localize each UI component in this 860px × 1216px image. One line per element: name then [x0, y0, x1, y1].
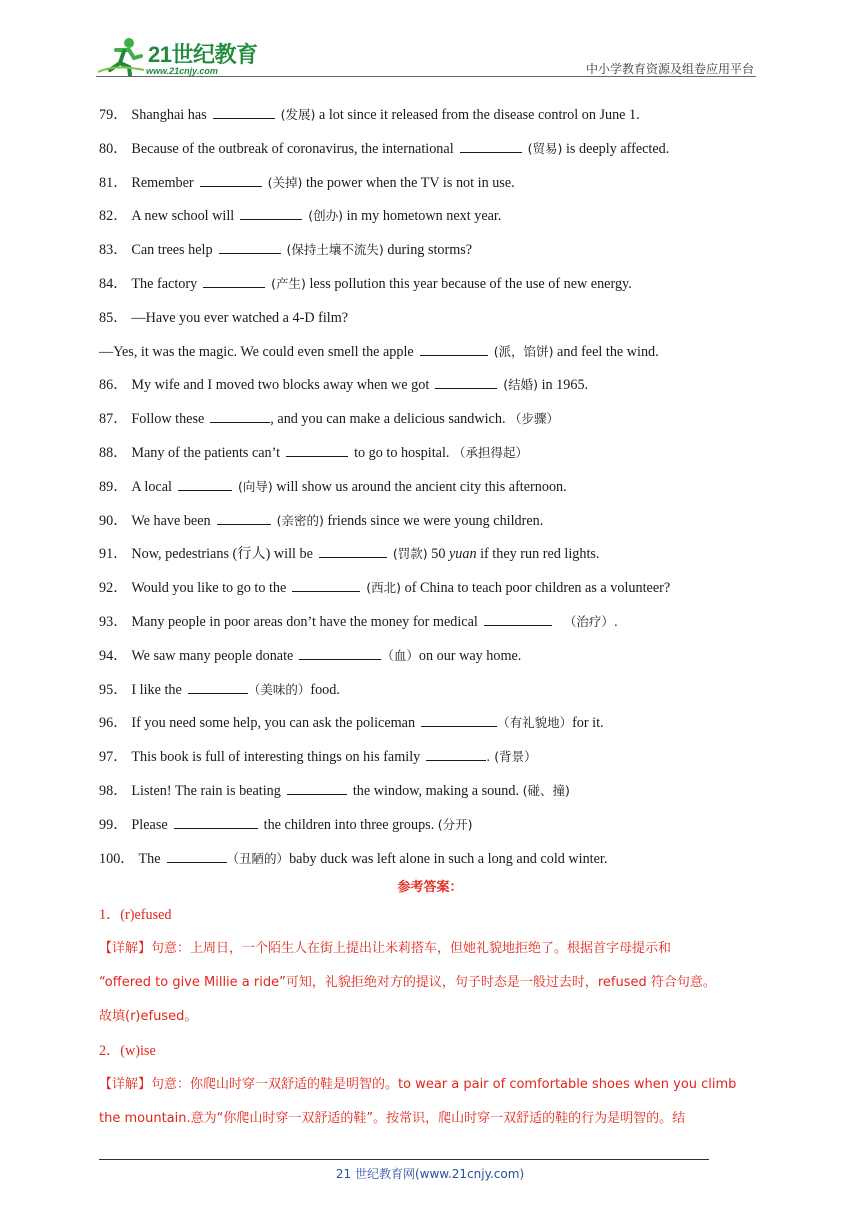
- runner-logo-icon: [96, 36, 146, 76]
- footer-divider: [99, 1159, 709, 1160]
- footer-link[interactable]: 21 世纪教育网(www.21cnjy.com): [335, 1167, 525, 1181]
- platform-title: 中小学教育资源及组卷应用平台: [585, 62, 754, 76]
- question-item: 97． This book is full of interesting things on his family . (背景）: [99, 746, 739, 780]
- answer-label: 1．(r)efused: [99, 907, 172, 923]
- question-item: 94． We saw many people donate （血）on our way home.: [99, 645, 739, 679]
- answer-blank[interactable]: [286, 442, 348, 457]
- answer-blank[interactable]: [210, 408, 270, 423]
- question-list: [99, 104, 739, 881]
- question-item: 91． Now, pedestrians (行人) will be (罚款) 50 yuan if they run red lights.: [99, 543, 739, 577]
- answer-blank[interactable]: [217, 510, 271, 525]
- page-header: [96, 30, 756, 78]
- answer-item: [99, 1040, 764, 1136]
- answer-blank[interactable]: [203, 273, 265, 288]
- logo-text: 21世纪教育: [148, 42, 258, 67]
- site-logo[interactable]: [96, 36, 266, 76]
- answer-detail: 【详解】句意：上周日，一个陌生人在街上提出让米莉搭车，但她礼貌地拒绝了。根据首字母提示和 “offered to give Millie a ride”可知，礼貌拒绝对方的提议，句子时态是一般过去时，refused 符合句意。 故填(r)efused。: [99, 941, 716, 1024]
- question-item: 80． Because of the outbreak of coronavirus, the international (贸易) is deeply affected.: [99, 138, 739, 172]
- answer-blank[interactable]: [299, 645, 381, 660]
- answer-blank[interactable]: [219, 239, 281, 254]
- answer-item: [99, 904, 764, 1033]
- answer-blank[interactable]: [426, 746, 486, 761]
- answer-blank[interactable]: [200, 172, 262, 187]
- answer-blank[interactable]: [460, 138, 522, 153]
- answer-blank[interactable]: [213, 104, 275, 119]
- answer-blank[interactable]: [421, 712, 497, 727]
- question-item: 81． Remember (关掉) the power when the TV is not in use.: [99, 172, 739, 206]
- question-item: 89． A local (向导) will show us around the ancient city this afternoon.: [99, 476, 739, 510]
- answer-blank[interactable]: [287, 780, 347, 795]
- question-item: 96． If you need some help, you can ask the policeman （有礼貌地）for it.: [99, 712, 739, 746]
- answer-blank[interactable]: [292, 577, 360, 592]
- answer-label: 2．(w)ise: [99, 1043, 156, 1059]
- answer-detail: 【详解】句意：你爬山时穿一双舒适的鞋是明智的。to wear a pair of comfortable shoes when you climb the mountain.意为“你爬山时穿一双舒适的鞋”。按常识，爬山时穿一双舒适的鞋的行为是明智的。结: [99, 1077, 737, 1126]
- answer-blank[interactable]: [420, 341, 488, 356]
- question-item: 87． Follow these , and you can make a delicious sandwich. （步骤）: [99, 408, 739, 442]
- header-divider: [96, 76, 756, 77]
- question-item: 99． Please the children into three groups. (分开): [99, 814, 739, 848]
- question-item: 79． Shanghai has (发展) a lot since it released from the disease control on June 1.: [99, 104, 739, 138]
- question-item: 88． Many of the patients can’t to go to hospital. （承担得起）: [99, 442, 739, 476]
- question-item: 90． We have been (亲密的) friends since we were young children.: [99, 510, 739, 544]
- answer-blank[interactable]: [435, 374, 497, 389]
- question-item: 83． Can trees help (保持土壤不流失) during storms?: [99, 239, 739, 273]
- answer-blank[interactable]: [188, 679, 248, 694]
- question-item: 92． Would you like to go to the (西北) of China to teach poor children as a volunteer?: [99, 577, 739, 611]
- answer-blank[interactable]: [484, 611, 552, 626]
- question-item: 86． My wife and I moved two blocks away when we got (结婚) in 1965.: [99, 374, 739, 408]
- answer-blank[interactable]: [174, 814, 258, 829]
- question-item: 82． A new school will (创办) in my hometown next year.: [99, 205, 739, 239]
- answer-blank[interactable]: [167, 848, 227, 863]
- question-item: 98． Listen! The rain is beating the window, making a sound. (碰、撞): [99, 780, 739, 814]
- answer-blank[interactable]: [319, 543, 387, 558]
- question-item: 93． Many people in poor areas don’t have the money for medical （治疗）.: [99, 611, 739, 645]
- answers-heading: 参考答案：: [397, 880, 463, 895]
- answer-blank[interactable]: [240, 205, 302, 220]
- logo-url: www.21cnjy.com: [146, 66, 218, 76]
- question-item: 95． I like the （美味的）food.: [99, 679, 739, 713]
- question-item: 84． The factory (产生) less pollution this year because of the use of new energy.: [99, 273, 739, 307]
- answer-blank[interactable]: [178, 476, 232, 491]
- question-item: 85． —Have you ever watched a 4-D film? —Yes, it was the magic. We could even smell the apple (派，馅饼) and feel the wind.: [99, 309, 659, 360]
- question-item: 100． The （丑陋的）baby duck was left alone in such a long and cold winter.: [99, 848, 739, 882]
